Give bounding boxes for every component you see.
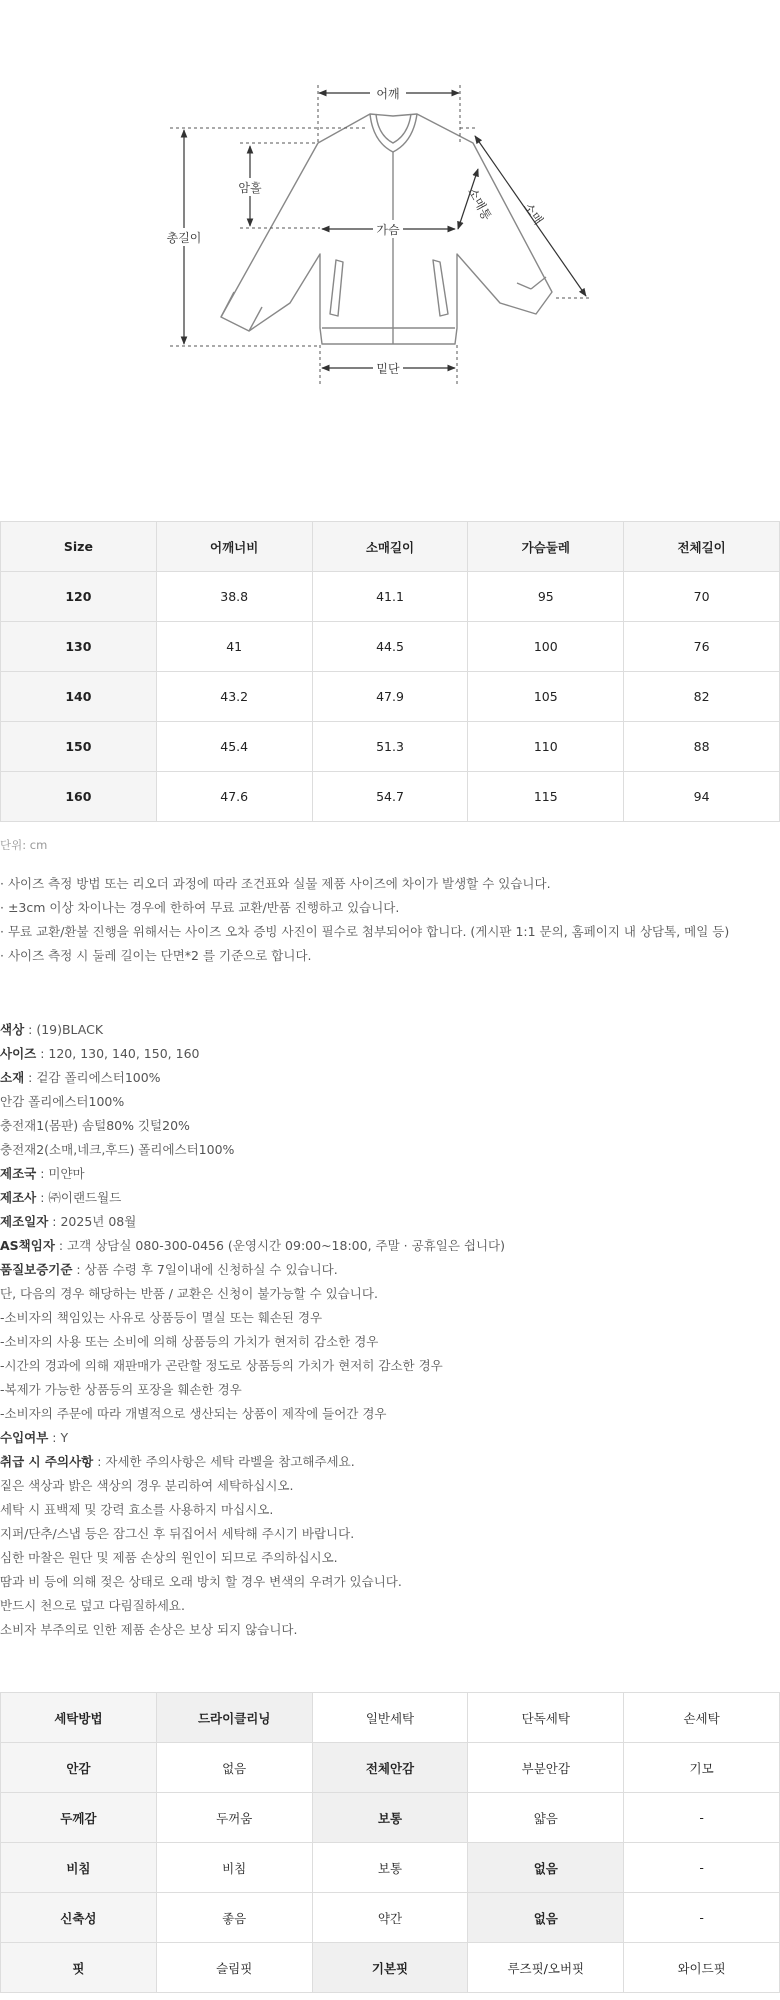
size-label-cell: 160 [1,772,157,822]
size-value-cell: 95 [468,572,624,622]
care-option-cell: 약간 [312,1893,468,1943]
care-option-cell: 두꺼움 [156,1793,312,1843]
info-value: 충전재2(소매,네크,후드) 폴리에스터100% [0,1142,235,1157]
care-option-cell: 보통 [312,1843,468,1893]
size-label-cell: 130 [1,622,157,672]
size-label-cell: 120 [1,572,157,622]
info-line [0,1522,505,1546]
info-value: -복제가 가능한 상품등의 포장을 훼손한 경우 [0,1382,242,1397]
info-value: : 미얀마 [36,1166,85,1181]
info-line [0,1234,505,1258]
info-line [0,1018,505,1042]
size-value-cell: 110 [468,722,624,772]
label-shoulder: 어깨 [376,87,400,101]
care-attribute-cell: 두께감 [1,1793,157,1843]
size-label-cell: 140 [1,672,157,722]
size-notes [0,872,729,968]
info-line [0,1258,505,1282]
care-option-cell: - [624,1843,780,1893]
info-value: -소비자의 책임있는 사유로 상품등이 멸실 또는 훼손된 경우 [0,1310,323,1325]
care-option-selected: 드라이클리닝 [156,1693,312,1743]
care-option-cell: 기모 [624,1743,780,1793]
size-value-cell: 94 [624,772,780,822]
care-option-cell: - [624,1793,780,1843]
info-label: 소재 [0,1070,25,1085]
info-label: 제조일자 [0,1214,49,1229]
info-label: 사이즈 [0,1046,37,1061]
care-attribute-cell: 비침 [1,1843,157,1893]
size-header-cell: 가슴둘레 [468,522,624,572]
info-line [0,1186,505,1210]
size-value-cell: 100 [468,622,624,672]
size-table-row [1,622,780,672]
size-header-cell: Size [1,522,157,572]
info-line [0,1114,505,1138]
care-option-selected: 없음 [468,1843,624,1893]
info-value: : 120, 130, 140, 150, 160 [36,1046,200,1061]
info-value: : (19)BLACK [24,1022,104,1037]
size-value-cell: 88 [624,722,780,772]
info-line [0,1306,505,1330]
size-table [0,521,780,822]
size-header-cell: 전체길이 [624,522,780,572]
info-value: -소비자의 주문에 따라 개별적으로 생산되는 상품이 제작에 들어간 경우 [0,1406,387,1421]
care-option-cell: 손세탁 [624,1693,780,1743]
info-label: 취급 시 주의사항 [0,1454,94,1469]
size-value-cell: 105 [468,672,624,722]
unit-note: 단위: cm [0,838,48,852]
info-line [0,1570,505,1594]
info-value: 단, 다음의 경우 해당하는 반품 / 교환은 신청이 불가능할 수 있습니다. [0,1286,378,1301]
info-label: 수입여부 [0,1430,49,1445]
size-table-row [1,722,780,772]
info-line [0,1450,505,1474]
info-line [0,1162,505,1186]
size-value-cell: 44.5 [312,622,468,672]
size-value-cell: 70 [624,572,780,622]
size-value-cell: 76 [624,622,780,672]
product-info [0,1018,505,1642]
size-note: · 사이즈 측정 방법 또는 리오더 과정에 따라 조건표와 실물 제품 사이즈에 차이가 발생할 수 있습니다. [0,876,551,891]
care-option-cell: 루즈핏/오버핏 [468,1943,624,1993]
care-option-cell: 부분안감 [468,1743,624,1793]
care-option-cell: 슬림핏 [156,1943,312,1993]
care-option-cell: 일반세탁 [312,1693,468,1743]
size-label-cell: 150 [1,722,157,772]
size-value-cell: 38.8 [156,572,312,622]
size-note: · 무료 교환/환불 진행을 위해서는 사이즈 오차 증빙 사진이 필수로 첨부되어야 합니다. (게시판 1:1 문의, 홈페이지 내 상담톡, 메일 등) [0,924,730,939]
info-value: -시간의 경과에 의해 재판매가 곤란할 정도로 상품등의 가치가 현저히 감소한 경우 [0,1358,443,1373]
info-line [0,1042,505,1066]
info-value: : 겉감 폴리에스터100% [24,1070,161,1085]
jacket-size-diagram [0,0,780,400]
care-option-selected: 기본핏 [312,1943,468,1993]
size-value-cell: 41.1 [312,572,468,622]
info-value: 소비자 부주의로 인한 제품 손상은 보상 되지 않습니다. [0,1622,298,1637]
size-table-row [1,672,780,722]
care-table-row [1,1893,780,1943]
size-note: · ±3cm 이상 차이나는 경우에 한하여 무료 교환/반품 진행하고 있습니다. [0,900,400,915]
size-value-cell: 43.2 [156,672,312,722]
care-attribute-cell: 안감 [1,1743,157,1793]
size-table-header-row [1,522,780,572]
care-table-row [1,1843,780,1893]
size-value-cell: 41 [156,622,312,672]
care-option-cell: - [624,1893,780,1943]
info-value: : Y [48,1430,69,1445]
info-value: 땀과 비 등에 의해 젖은 상태로 오래 방치 할 경우 변색의 우려가 있습니다. [0,1574,402,1589]
info-line [0,1498,505,1522]
info-value: -소비자의 사용 또는 소비에 의해 상품등의 가치가 현저히 감소한 경우 [0,1334,379,1349]
info-value: : ㈜이랜드월드 [36,1190,122,1205]
care-attribute-cell: 핏 [1,1943,157,1993]
info-line [0,1378,505,1402]
label-chest: 가슴 [376,223,400,237]
label-hem: 밑단 [376,362,400,376]
size-value-cell: 51.3 [312,722,468,772]
size-table-row [1,772,780,822]
size-note: · 사이즈 측정 시 둘레 길이는 단면*2 를 기준으로 합니다. [0,948,312,963]
label-total-length: 총길이 [166,231,202,245]
info-label: 제조국 [0,1166,37,1181]
info-value: 안감 폴리에스터100% [0,1094,125,1109]
size-header-cell: 어깨너비 [156,522,312,572]
care-option-selected: 보통 [312,1793,468,1843]
care-option-cell: 비침 [156,1843,312,1893]
care-option-cell: 좋음 [156,1893,312,1943]
care-table-row [1,1793,780,1843]
info-line [0,1474,505,1498]
info-line [0,1330,505,1354]
info-line [0,1618,505,1642]
info-line [0,1594,505,1618]
care-option-selected: 없음 [468,1893,624,1943]
care-option-selected: 전체안감 [312,1743,468,1793]
info-value: 충전재1(몸판) 솜털80% 깃털20% [0,1118,190,1133]
info-label: 색상 [0,1022,25,1037]
info-label: 품질보증기준 [0,1262,73,1277]
size-header-cell: 소매길이 [312,522,468,572]
info-value: 짙은 색상과 밝은 색상의 경우 분리하여 세탁하십시오. [0,1478,294,1493]
care-option-cell: 얇음 [468,1793,624,1843]
info-line [0,1138,505,1162]
info-line [0,1210,505,1234]
info-value: : 상품 수령 후 7일이내에 신청하실 수 있습니다. [72,1262,338,1277]
info-value: 지퍼/단추/스냅 등은 잠그신 후 뒤집어서 세탁해 주시기 바랍니다. [0,1526,355,1541]
size-value-cell: 47.9 [312,672,468,722]
info-line [0,1402,505,1426]
care-option-cell: 단독세탁 [468,1693,624,1743]
care-table-row [1,1943,780,1993]
care-table-row [1,1693,780,1743]
label-sleeve: 소매 [520,200,546,228]
care-attribute-cell: 신축성 [1,1893,157,1943]
size-value-cell: 82 [624,672,780,722]
info-value: : 2025년 08월 [48,1214,137,1229]
info-line [0,1426,505,1450]
size-table-row [1,572,780,622]
info-value: 반드시 천으로 덮고 다림질하세요. [0,1598,185,1613]
info-line [0,1282,505,1306]
info-line [0,1546,505,1570]
info-line [0,1354,505,1378]
size-value-cell: 47.6 [156,772,312,822]
info-line [0,1090,505,1114]
info-value: : 고객 상담실 080-300-0456 (운영시간 09:00~18:00, 주말 · 공휴일은 쉽니다) [54,1238,505,1253]
info-value: 심한 마찰은 원단 및 제품 손상의 원인이 되므로 주의하십시오. [0,1550,338,1565]
info-label: 제조사 [0,1190,37,1205]
label-armhole: 암홀 [238,181,262,195]
care-table-row [1,1743,780,1793]
info-line [0,1066,505,1090]
care-table [0,1692,780,1993]
size-value-cell: 115 [468,772,624,822]
size-value-cell: 45.4 [156,722,312,772]
info-value: : 자세한 주의사항은 세탁 라벨을 참고해주세요. [93,1454,355,1469]
info-value: 세탁 시 표백제 및 강력 효소를 사용하지 마십시오. [0,1502,274,1517]
size-value-cell: 54.7 [312,772,468,822]
care-option-cell: 없음 [156,1743,312,1793]
care-option-cell: 와이드핏 [624,1943,780,1993]
label-sleeve-width: 소매통 [464,185,495,223]
care-attribute-cell: 세탁방법 [1,1693,157,1743]
info-label: AS책임자 [0,1238,55,1253]
